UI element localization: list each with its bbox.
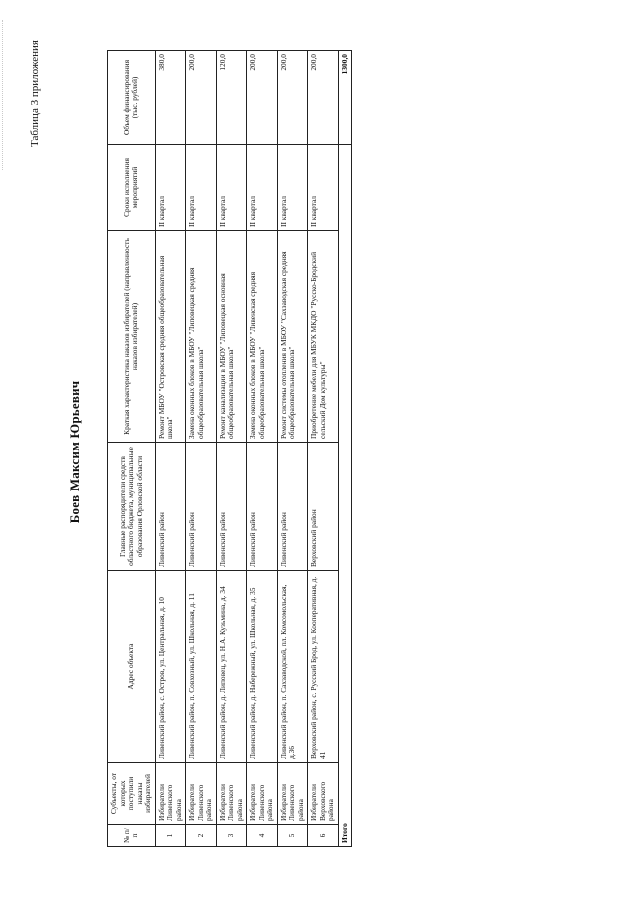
rotated-page [15,22,625,882]
col-header-amount: Объем финансирования (тыс. рублей) [108,51,156,145]
row-amount: 200,0 [186,51,217,145]
row-description: Замена оконных блоков в МБОУ "Липовецкая средняя общеобразовательная школа" [186,231,217,443]
row-manager: Ливенский район [155,443,186,571]
row-subject: Избиратели Ливенского района [186,763,217,825]
row-term: II квартал [277,145,308,231]
row-manager: Верховский район [308,443,339,571]
row-amount: 200,0 [277,51,308,145]
row-description: Замена оконных блоков в МБОУ "Ливенская средняя общеобразовательная школа" [247,231,278,443]
total-label: Итого [338,145,352,847]
table-row [155,51,186,847]
row-term: II квартал [186,145,217,231]
row-manager: Ливенский район [247,443,278,571]
row-description: Ремонт системы отопления в МБОУ "Сахзаводская средняя общеобразовательная школа" [277,231,308,443]
table-row [308,51,339,847]
total-row [338,51,352,847]
row-number: 1 [155,825,186,847]
row-description: Ремонт МБОУ "Островская средняя общеобразовательная школа" [155,231,186,443]
row-number: 4 [247,825,278,847]
row-subject: Избиратели Ливенского района [277,763,308,825]
table-row [186,51,217,847]
row-amount: 380,0 [155,51,186,145]
row-amount: 120,0 [216,51,247,145]
table-caption: Таблица 3 приложения [29,40,41,147]
row-subject: Избиратели Ливенского района [155,763,186,825]
row-number: 6 [308,825,339,847]
col-header-term: Сроки исполнения мероприятий [108,145,156,231]
row-subject: Избиратели Верховского района [308,763,339,825]
row-amount: 200,0 [247,51,278,145]
row-address: Ливенский район, д. Липовец, ул. Н.А. Кузьмина, д. 34 [216,571,247,763]
row-description: Ремонт канализации в МБОУ "Липовецкая основная общеобразовательная школа" [216,231,247,443]
col-header-description: Краткая характеристика наказов избирателей (направленность наказов избирателей) [108,231,156,443]
table-header-row [108,51,156,847]
row-number: 3 [216,825,247,847]
table-row [247,51,278,847]
row-term: II квартал [216,145,247,231]
row-address: Ливенский район, п. Сахзаводской, пл. Комсомольская, д.36 [277,571,308,763]
row-subject: Избиратели Ливенского района [216,763,247,825]
col-header-number: № п/п [108,825,156,847]
row-manager: Ливенский район [277,443,308,571]
col-header-manager: Главные распорядители средств областного бюджета, муниципальные образования Орловской области [108,443,156,571]
table-row [277,51,308,847]
row-address: Ливенский район, п. Совхозный, ул. Школьная, д. 11 [186,571,217,763]
row-address: Ливенский район, д. Набережный, ул. Школьная, д. 35 [247,571,278,763]
row-address: Ливенский район, с. Остров, ул. Центральная, д. 10 [155,571,186,763]
row-description: Приобретение мебели для МБУК МКДО "Русско-Бродский сельский Дом культуры" [308,231,339,443]
row-subject: Избиратели Ливенского района [247,763,278,825]
row-manager: Ливенский район [216,443,247,571]
row-term: II квартал [308,145,339,231]
row-number: 5 [277,825,308,847]
col-header-address: Адрес объекта [108,571,156,763]
col-header-subject: Субъекты, от которых поступили наказы избирателей [108,763,156,825]
row-number: 2 [186,825,217,847]
row-term: II квартал [247,145,278,231]
table-row [216,51,247,847]
row-address: Верховский район, с. Русский Брод, ул. Кооперативная, д. 41 [308,571,339,763]
scan-edge-marks [2,20,4,170]
total-amount: 1300,0 [338,51,352,145]
orders-table [107,50,352,847]
row-amount: 200,0 [308,51,339,145]
row-term: II квартал [155,145,186,231]
deputy-name: Боев Максим Юрьевич [67,380,82,524]
row-manager: Ливенский район [186,443,217,571]
